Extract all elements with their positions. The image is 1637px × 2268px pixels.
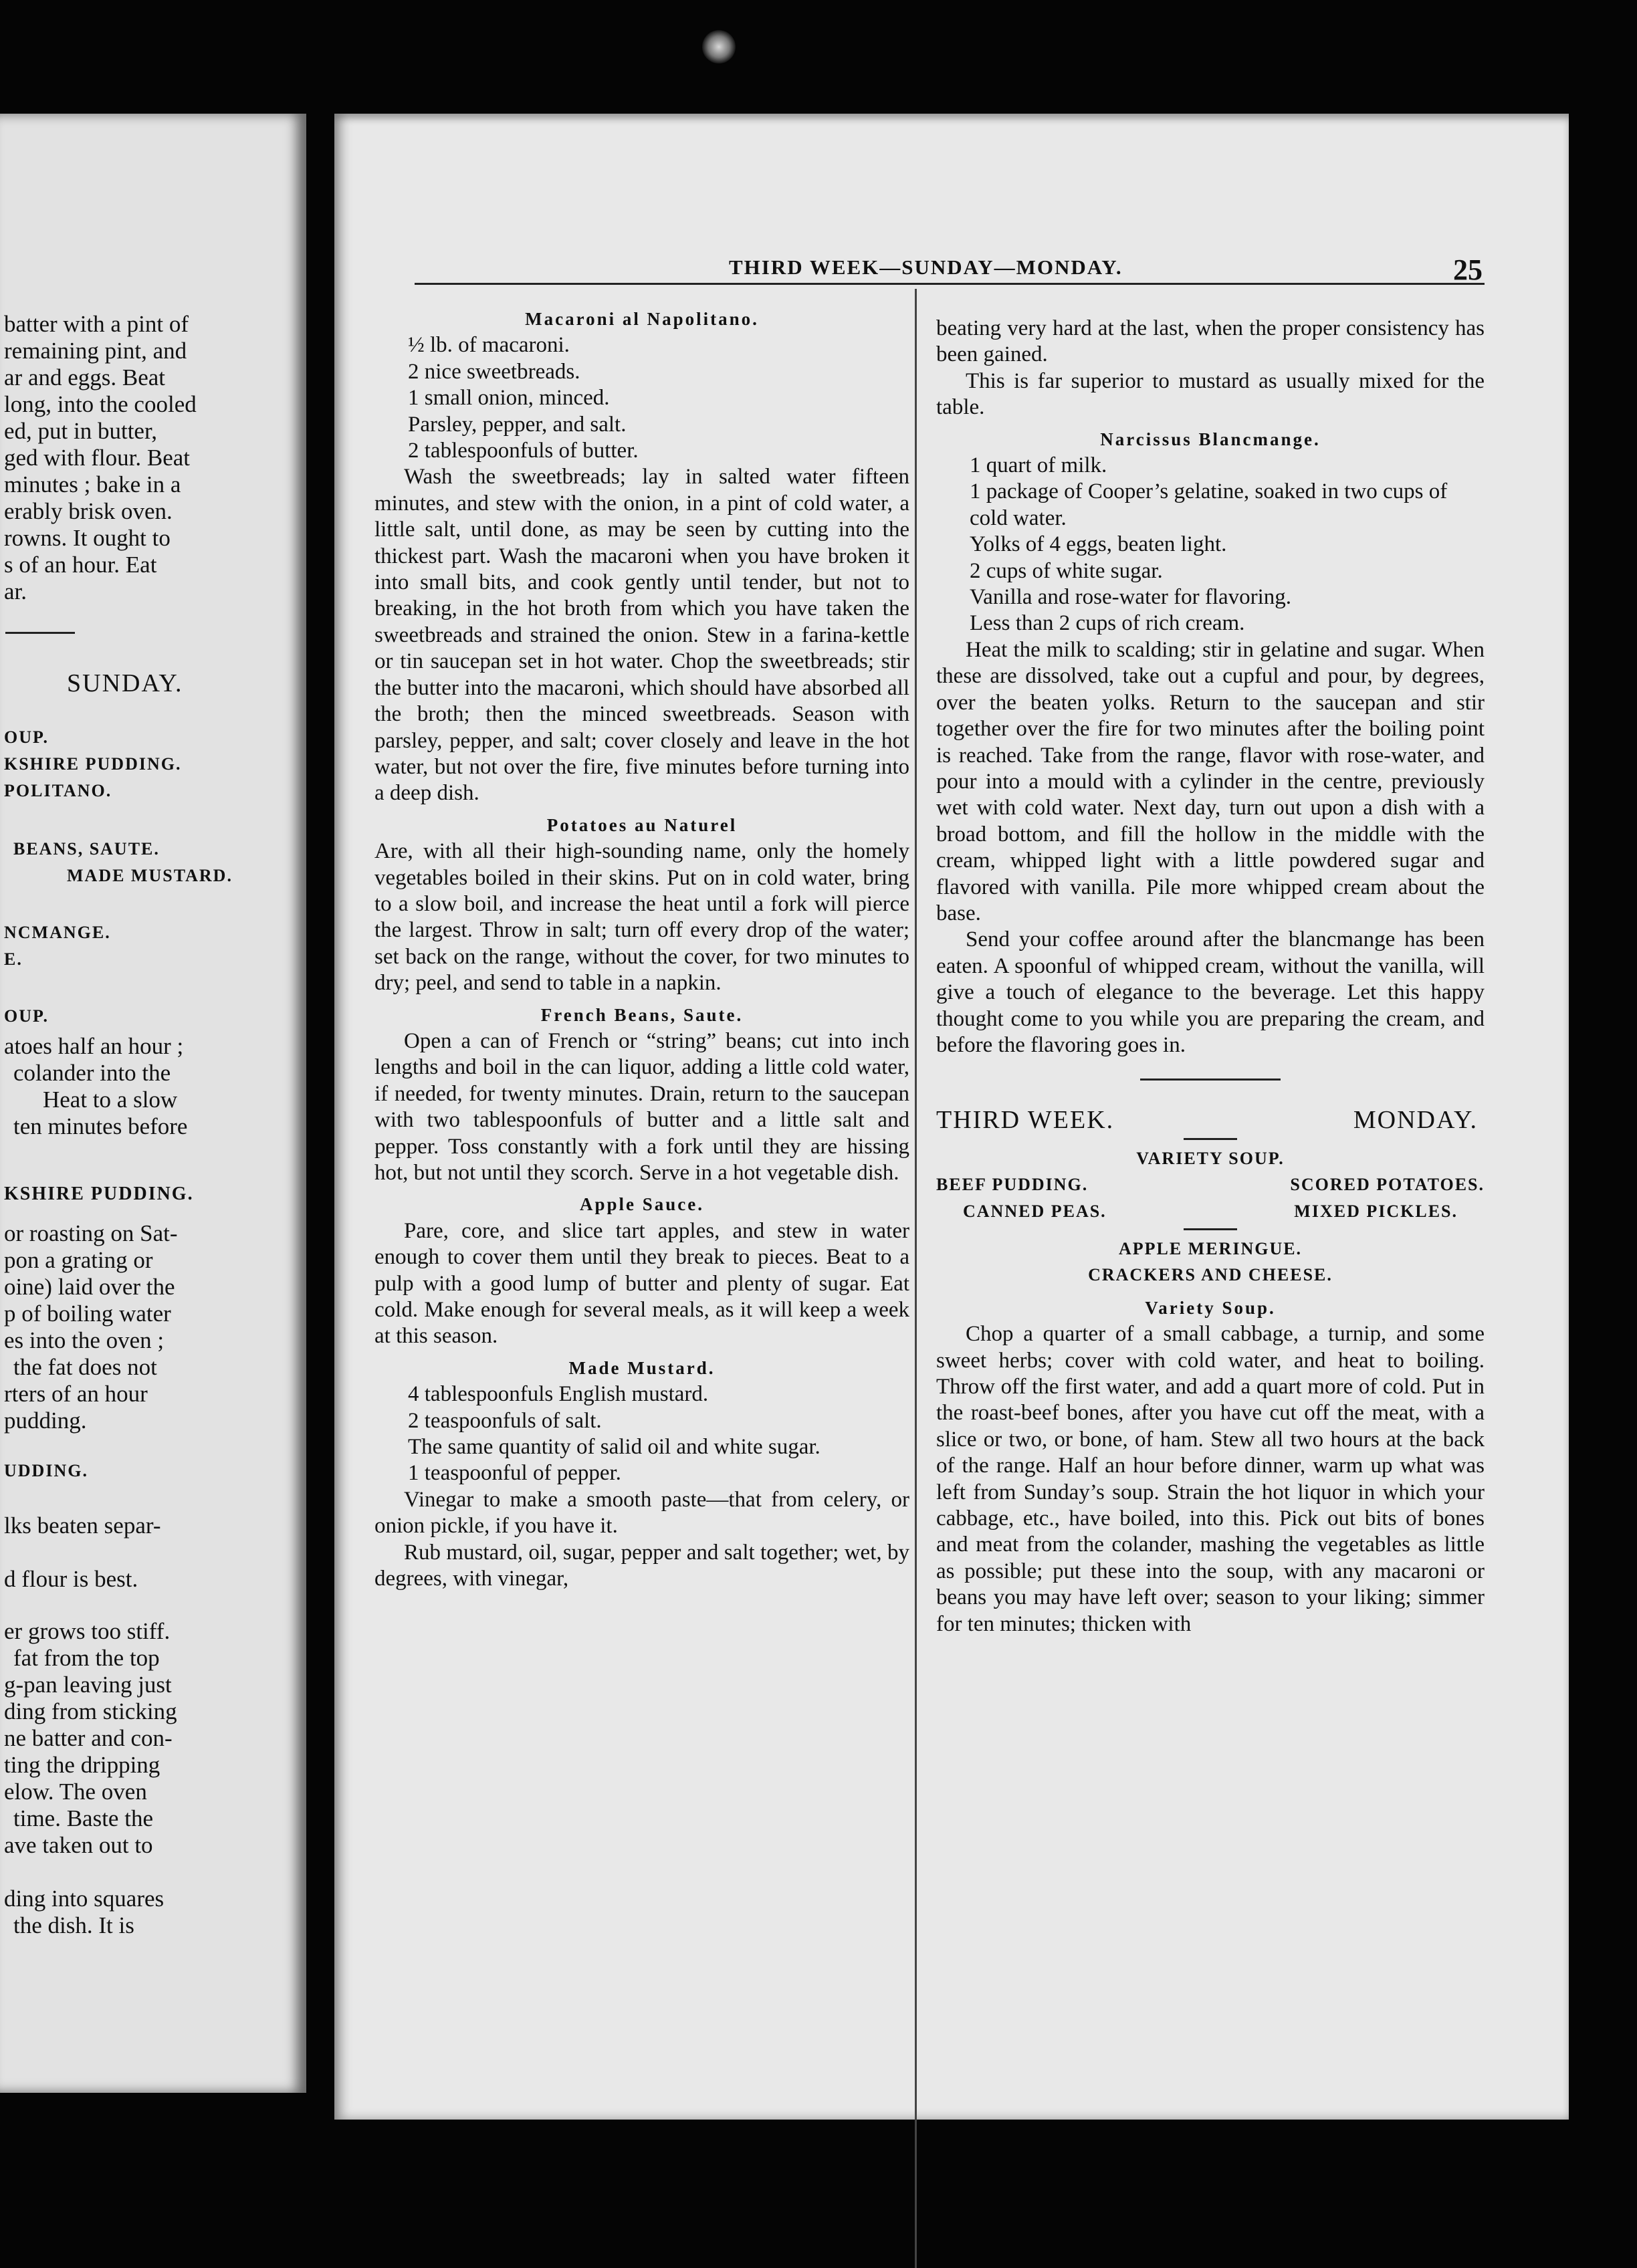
previous-page-menu-item: KSHIRE PUDDING.	[4, 754, 182, 774]
ingredient-line: 1 quart of milk.	[970, 453, 1107, 478]
previous-page-line: or roasting on Sat-	[4, 1220, 178, 1246]
recipe-title-mustard: Made Mustard.	[568, 1357, 716, 1378]
ingredient-line: 4 tablespoonfuls English mustard.	[408, 1382, 709, 1407]
ingredient-line: 2 cups of white sugar.	[970, 558, 1163, 583]
previous-page-line: Heat to a slow	[43, 1087, 178, 1113]
previous-page-subheading: KSHIRE PUDDING.	[4, 1183, 194, 1204]
recipe-text-potatoes: Are, with all their high-sounding name, only the homely vegetables boiled in their skins. Put on in cold water, bring to a slow boil, and increase the heat until a fork will pierce the largest. Throw in salt; turn off every drop of the water; set back on the range, without the cover, for two minutes to dry; peel, and send to table in a napkin.	[374, 839, 909, 996]
previous-page-line: ar.	[4, 578, 27, 604]
previous-page-menu-item: OUP.	[4, 727, 49, 747]
previous-page-subheading: UDDING.	[4, 1461, 88, 1480]
previous-page-line: es into the oven ;	[4, 1327, 165, 1353]
ingredient-line: Less than 2 cups of rich cream.	[970, 611, 1245, 636]
previous-page-line: ar and eggs. Beat	[4, 364, 166, 390]
scan-blot	[702, 30, 736, 64]
previous-page-line: time. Baste the	[13, 1805, 153, 1831]
section-rule	[1140, 1079, 1281, 1081]
previous-page-line: ding from sticking	[4, 1698, 177, 1724]
previous-page-line: rowns. It ought to	[4, 525, 171, 551]
previous-page-line: ged with flour. Beat	[4, 445, 191, 471]
recipe-title-apple-sauce: Apple Sauce.	[579, 1194, 705, 1215]
previous-page-line: erably brisk oven.	[4, 498, 173, 524]
menu-item: SCORED POTATOES.	[1290, 1175, 1485, 1195]
ingredient-line: 1 teaspoonful of pepper.	[408, 1461, 621, 1486]
running-head: THIRD WEEK—SUNDAY—MONDAY.	[729, 255, 1123, 279]
previous-page-line: the dish. It is	[13, 1912, 134, 1938]
previous-page-line: ed, put in butter,	[4, 418, 157, 444]
menu-rule	[1184, 1228, 1237, 1230]
continued-text: beating very hard at the last, when the proper consistency has been gained.	[936, 316, 1485, 367]
ingredient-line: ½ lb. of macaroni.	[408, 333, 570, 358]
header-rule	[415, 283, 1485, 285]
previous-page-rule	[5, 632, 75, 634]
recipe-title-blancmange: Narcissus Blancmange.	[1100, 429, 1321, 449]
previous-page-line: elow. The oven	[4, 1779, 147, 1805]
previous-page-line: minutes ; bake in a	[4, 471, 181, 497]
menu-item: BEEF PUDDING.	[936, 1175, 1089, 1195]
ingredient-line: Parsley, pepper, and salt.	[408, 412, 627, 437]
previous-page-line: colander into the	[13, 1060, 171, 1086]
column-divider	[915, 289, 917, 2268]
previous-page-line: atoes half an hour ;	[4, 1033, 184, 1059]
recipe-text-mustard: Rub mustard, oil, sugar, pepper and salt together; wet, by degrees, with vinegar,	[374, 1540, 909, 1591]
ingredient-line: Yolks of 4 eggs, beaten light.	[970, 532, 1227, 557]
left-column	[374, 306, 909, 1593]
menu-heading	[936, 1107, 1485, 1133]
menu-item: CANNED PEAS.	[963, 1201, 1107, 1221]
previous-page-line: ten minutes before	[13, 1113, 188, 1139]
previous-page-line: g-pan leaving just	[4, 1672, 172, 1698]
previous-page-line: remaining pint, and	[4, 338, 187, 364]
ingredient-line: 1 small onion, minced.	[408, 386, 610, 411]
previous-page-line: pudding.	[4, 1407, 87, 1434]
recipe-text-blancmange: Heat the milk to scalding; stir in gelatine and sugar. When these are dissolved, take out a cupful and pour, by degrees, over the beaten yolks. Return to the saucepan and stir together over the fire for two minutes after the boiling point is reached. Take from the range, flavor with rose-water, and pour into a mould with a cylinder in the centre, previously wet with cold water. Next day, turn out upon a dish with a broad bottom, and fill the hollow in the middle with the cream, whipped light with a little powdered sugar and flavored with vanilla. Pile more whipped cream about the base.	[936, 637, 1485, 925]
menu-row	[936, 1198, 1485, 1224]
recipe-title-variety-soup: Variety Soup.	[1145, 1297, 1276, 1318]
menu-rule	[1184, 1138, 1237, 1140]
week-label: THIRD WEEK.	[936, 1106, 1115, 1135]
previous-page-menu-item: E.	[4, 949, 23, 969]
previous-page-line: er grows too stiff.	[4, 1618, 171, 1644]
recipe-title-macaroni: Macaroni al Napolitano.	[525, 309, 759, 329]
ingredient-line: Vanilla and rose-water for flavoring.	[970, 585, 1292, 610]
previous-page-line: the fat does not	[13, 1354, 157, 1380]
menu-item-soup: VARIETY SOUP.	[1136, 1148, 1285, 1168]
recipe-title-potatoes: Potatoes au Naturel	[546, 814, 738, 835]
page-number: 25	[1453, 253, 1483, 286]
previous-page-line: ting the dripping	[4, 1752, 160, 1778]
previous-page-line: lks beaten separ-	[4, 1512, 161, 1539]
previous-page-line: d flour is best.	[4, 1566, 138, 1592]
mustard-note: This is far superior to mustard as usually mixed for the table.	[936, 368, 1485, 420]
menu-item-dessert: APPLE MERINGUE.	[1118, 1239, 1303, 1258]
menu-item-cheese: CRACKERS AND CHEESE.	[1088, 1265, 1333, 1285]
day-label: MONDAY.	[1353, 1106, 1478, 1135]
previous-page-line: batter with a pint of	[4, 311, 189, 337]
right-column	[936, 316, 1485, 1637]
previous-page-line: ave taken out to	[4, 1832, 153, 1858]
coffee-note: Send your coffee around after the blancmange has been eaten. A spoonful of whipped cream, without the vanilla, will give a touch of elegance to the beverage. Let this happy thought come to you while you are preparing the cream, and before the flavoring goes in.	[936, 927, 1485, 1057]
previous-page-line: oine) laid over the	[4, 1274, 175, 1300]
menu-item: MIXED PICKLES.	[1294, 1201, 1458, 1221]
previous-page-menu-item: OUP.	[4, 1006, 49, 1026]
ingredient-line: 1 package of Cooper’s gelatine, soaked in two cups of cold water.	[970, 479, 1448, 530]
ingredient-line: 2 tablespoonfuls of butter.	[408, 439, 639, 463]
previous-page-menu-item: MADE MUSTARD.	[67, 866, 233, 885]
previous-page-line: p of boiling water	[4, 1300, 171, 1327]
previous-page-menu-item: POLITANO.	[4, 781, 112, 800]
menu-row	[936, 1171, 1485, 1198]
previous-page-heading: SUNDAY.	[67, 669, 183, 697]
previous-page-fragment	[0, 114, 306, 2093]
recipe-text-beans: Open a can of French or “string” beans; cut into inch lengths and boil in the can liquor, adding a little cold water, if needed, for twenty minutes. Drain, return to the saucepan with two tablespoonfuls of butter and a little salt and pepper. Toss constantly with a fork until they are hissing hot, but not until they scorch. Serve in a hot vegetable dish.	[374, 1028, 909, 1185]
ingredient-line: 2 nice sweetbreads.	[408, 359, 580, 384]
previous-page-menu-item: NCMANGE.	[4, 923, 111, 942]
previous-page-menu-item: BEANS, SAUTE.	[13, 839, 160, 859]
previous-page-line: long, into the cooled	[4, 391, 197, 417]
recipe-text-macaroni: Wash the sweetbreads; lay in salted water fifteen minutes, and stew with the onion, in a pint of cold water, a little salt, until done, as may be seen by cutting into the thickest part. Wash the macaroni when you have broken it into small bits, and cook gently until tender, but not to breaking, in the hot broth from which you have taken the sweetbreads and strained the onion. Stew in a farina-kettle or tin saucepan set in hot water. Chop the sweetbreads; stir the butter into the macaroni, which should have absorbed all the broth; then the minced sweetbreads. Season with parsley, pepper, and salt; cover closely and leave in the hot water, but not over the fire, five minutes before turning into a deep dish.	[374, 465, 909, 806]
previous-page-line: ne batter and con-	[4, 1725, 173, 1751]
book-page	[334, 114, 1569, 2120]
previous-page-line: fat from the top	[13, 1645, 160, 1671]
ingredient-line: 2 teaspoonfuls of salt.	[408, 1408, 602, 1433]
recipe-title-beans: French Beans, Saute.	[540, 1004, 744, 1025]
recipe-text-mustard: Vinegar to make a smooth paste—that from celery, or onion pickle, if you have it.	[374, 1487, 909, 1539]
previous-page-line: pon a grating or	[4, 1247, 153, 1273]
ingredient-line: The same quantity of salid oil and white sugar.	[408, 1435, 821, 1460]
previous-page-line: ding into squares	[4, 1886, 165, 1912]
previous-page-line: rters of an hour	[4, 1381, 148, 1407]
recipe-text-variety-soup: Chop a quarter of a small cabbage, a turnip, and some sweet herbs; cover with cold water, and heat to boiling. Throw off the first water, and add a quart more of cold. Put in the roast-beef bones, after you have cut off the meat, with a slice or two, or bone, of ham. Stew all two hours at the back of the range. Half an hour before dinner, warm up what was left from Sunday’s soup. Strain the hot liquor in which your cabbage, etc., have boiled, into this. Pick out bits of bones and meat from the colander, mashing the vegetables as little as possible; put these into the soup, with any macaroni or beans you may have left over; season to your liking; simmer for ten minutes; thicken with	[936, 1322, 1485, 1636]
recipe-text-apple-sauce: Pare, core, and slice tart apples, and stew in water enough to cover them until they break to pieces. Beat to a pulp with a good lump of butter and plenty of sugar. Eat cold. Make enough for several meals, as it will keep a week at this season.	[374, 1218, 909, 1349]
previous-page-line: s of an hour. Eat	[4, 552, 157, 578]
